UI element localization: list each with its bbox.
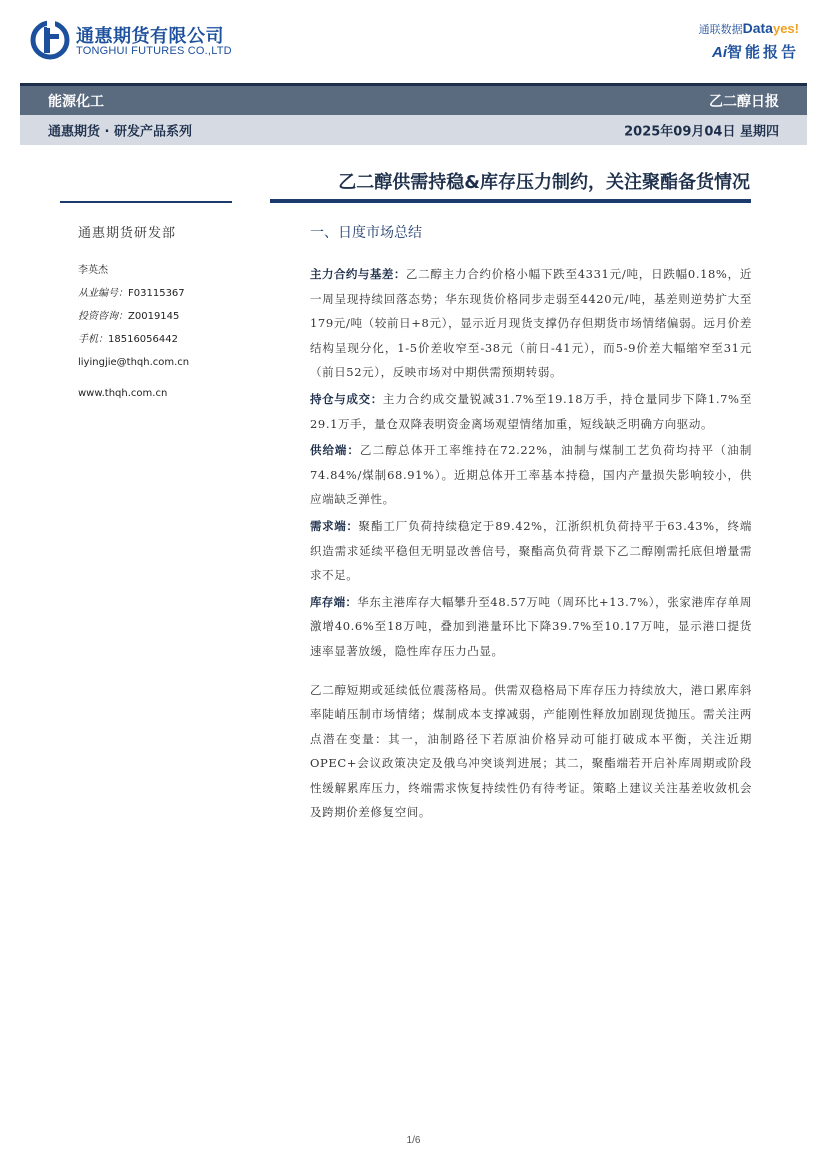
analyst-name: 李英杰	[78, 265, 108, 276]
paragraph-demand	[310, 514, 752, 588]
paragraph-position-volume	[310, 387, 752, 436]
page-number: 1/6	[406, 1135, 421, 1146]
paragraph-key: 库存端：	[310, 594, 358, 609]
advisory-label: 投资咨询：	[78, 311, 128, 322]
company-logo-icon	[30, 20, 70, 60]
series-label: 通惠期货 · 研发产品系列	[48, 124, 192, 140]
report-title: 乙二醇供需持稳&库存压力制约，关注聚酯备货情况	[338, 172, 750, 193]
brand-report: 智能报告	[726, 43, 799, 61]
website-link[interactable]: www.thqh.com.cn	[78, 388, 168, 399]
email-link[interactable]: liyingjie@thqh.com.cn	[78, 357, 190, 368]
license-label: 从业编号：	[78, 288, 128, 299]
report-type-label: 乙二醇日报	[709, 93, 779, 110]
paragraph-key: 需求端：	[310, 518, 359, 533]
company-name-en: TONGHUI FUTURES CO.,LTD	[76, 45, 232, 57]
advisory-value: Z0019145	[128, 311, 180, 322]
brand-data: Data	[742, 20, 773, 36]
sector-label: 能源化工	[48, 93, 104, 110]
paragraph-contract-basis	[310, 262, 752, 385]
paragraph-text: 乙二醇总体开工率维持在72.22%，油制与煤制工艺负荷均持平（油制74.84%/煤制68.91%）。近期总体开工率基本持稳，国内产量损失影响较小，供应端缺乏弹性。	[310, 443, 752, 507]
company-name-cn: 通惠期货有限公司	[76, 26, 224, 47]
summary-paragraph: 乙二醇短期或延续低位震荡格局。供需双稳格局下库存压力持续放大，港口累库斜率陡峭压制市场情绪；煤制成本支撑减弱，产能刚性释放加剧现货抛压。需关注两点潜在变量：其一，油制路径下若原油价格异动可能打破成本平衡，关注近期OPEC+会议政策决定及俄乌冲突谈判进展；其二，聚酯端若开启补库周期或阶段性缓解累库压力，终端需求恢复持续性仍有待考证。策略上建议关注基差收敛机会及跨期价差修复空间。	[310, 682, 752, 820]
ai-logo-icon: Ai	[711, 44, 727, 61]
brand-prefix: 通联数据	[698, 23, 743, 36]
department-name: 通惠期货研发部	[78, 226, 177, 241]
datayes-logo	[629, 20, 799, 38]
series-bar	[20, 115, 807, 145]
phone-number	[78, 328, 268, 351]
phone-value: 18516056442	[108, 334, 178, 345]
ai-report-label	[629, 42, 799, 63]
company-logo	[30, 18, 330, 66]
advisory-number	[78, 305, 268, 328]
paragraph-text: 华东主港库存大幅攀升至48.57万吨（周环比+13.7%），张家港库存单周激增40.6%至18万吨，叠加到港量环比下降39.7%至10.17万吨，显示港口提货速率显著放缓，隐性库存压力凸显。	[310, 594, 752, 658]
phone-label: 手机：	[78, 334, 108, 345]
paragraph-supply	[310, 438, 752, 512]
report-date: 2025年09月04日 星期四	[624, 124, 779, 140]
paragraph-text: 乙二醇主力合约价格小幅下跌至4331元/吨，日跌幅0.18%，近一周呈现持续回落态势；华东现货价格同步走弱至4420元/吨，基差则逆势扩大至179元/吨（较前日+8元），显示近月现货支撑仍存但期货市场情绪偏弱。远月价差结构呈现分化，1-5价差收窄至-38元（前日-41元），而5-9价差大幅缩窄至31元（前日52元），反映市场对中期供需预期转弱。	[310, 267, 753, 380]
paragraph-key: 主力合约与基差：	[310, 267, 406, 281]
datayes-brand	[629, 20, 799, 64]
license-value: F03115367	[128, 288, 185, 299]
main-content	[310, 222, 752, 825]
paragraph-text: 聚酯工厂负荷持续稳定于89.42%，江浙织机负荷持平于63.43%，终端织造需求延续平稳但无明显改善信号，聚酯高负荷背景下乙二醇刚需托底但增量需求不足。	[310, 518, 753, 583]
paragraph-key: 持仓与成交：	[310, 391, 383, 406]
paragraph-key: 供给端：	[310, 443, 360, 458]
section-title: 一、日度市场总结	[310, 225, 422, 241]
paragraph-inventory	[310, 590, 752, 664]
paragraph-text: 主力合约成交量锐减31.7%至19.18万手，持仓量同步下降1.7%至29.1万手，量仓双降表明资金离场观望情绪加重，短线缺乏明确方向驱动。	[310, 391, 752, 431]
license-number	[78, 282, 268, 305]
sidebar-divider	[60, 201, 232, 203]
brand-yes: yes!	[772, 21, 799, 36]
title-divider	[270, 199, 751, 203]
sector-bar	[20, 83, 807, 115]
analyst-sidebar	[78, 222, 268, 399]
